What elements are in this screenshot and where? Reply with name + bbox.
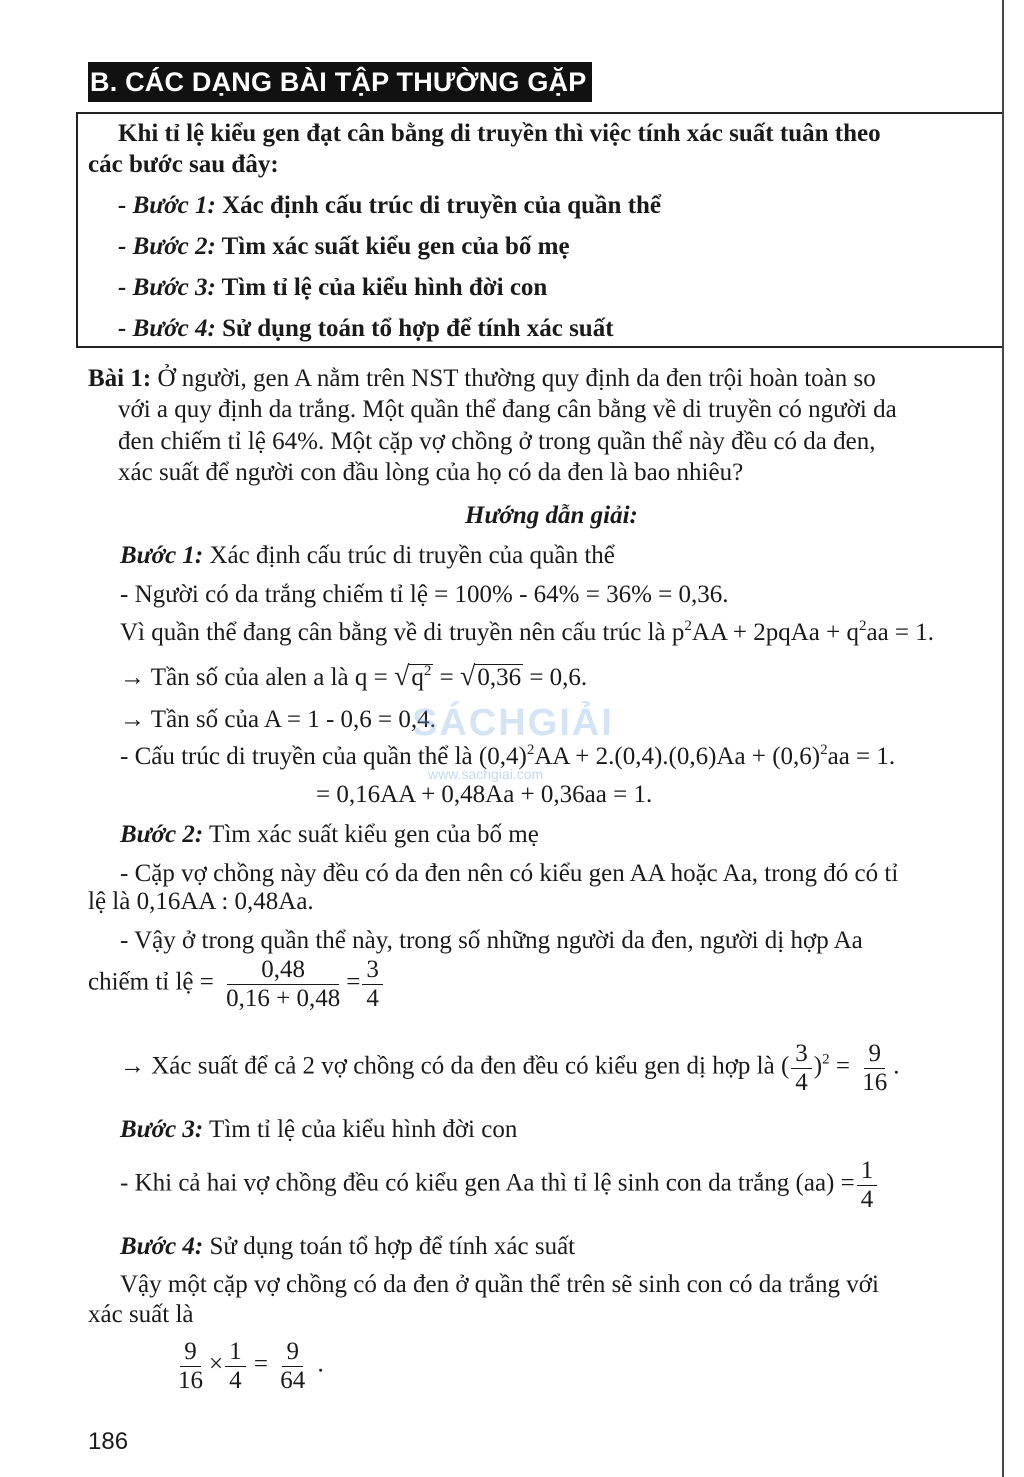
step-title: Tìm tỉ lệ của kiểu hình đời con: [203, 1116, 518, 1143]
denominator: 16: [862, 1068, 888, 1096]
numerator: 9: [180, 1338, 201, 1367]
box-step-label: - Bước 4:: [118, 315, 216, 342]
page-number: 186: [88, 1428, 129, 1455]
box-step-1: [118, 191, 661, 221]
step-title: Xác định cấu trúc di truyền của quần thể: [203, 542, 615, 569]
step1-line-6: = 0,16AA + 0,48Aa + 0,36aa = 1.: [316, 781, 653, 808]
superscript: 2: [858, 618, 867, 634]
text-part: AA + 2pqAa + q: [691, 619, 859, 646]
text-part: ×: [209, 1350, 224, 1378]
denominator: 16: [178, 1366, 203, 1394]
box-step-3: [118, 273, 547, 303]
problem-text: Ở người, gen A nằm trên NST thường quy định da đen trội hoàn toàn so: [151, 365, 876, 392]
step2-line-5: [120, 1040, 899, 1096]
numerator: 3: [362, 956, 383, 985]
section-header: B. CÁC DẠNG BÀI TẬP THƯỜNG GẶP: [88, 62, 592, 102]
step1-line-1: - Người có da trắng chiếm tỉ lệ = 100% - 64% = 36% = 0,36.: [120, 581, 729, 608]
problem-label: Bài 1:: [88, 365, 152, 392]
text-part: = 0,6.: [523, 664, 588, 691]
step1-line-4: → Tần số của A = 1 - 0,6 = 0,4.: [120, 706, 436, 733]
sqrt-icon: √: [393, 661, 410, 692]
step4-line-1: Vậy một cặp vợ chồng có da đen ở quần thể trên sẽ sinh con có da trắng với: [120, 1271, 879, 1298]
text-part: ): [813, 1052, 823, 1080]
fraction: [858, 1040, 891, 1096]
superscript: 2: [423, 663, 432, 679]
problem-line-4: xác suất để người con đầu lòng của họ có da đen là bao nhiêu?: [118, 459, 744, 486]
fraction: [174, 1338, 207, 1394]
step2-line-1: - Cặp vợ chồng này đều có da đen nên có kiểu gen AA hoặc Aa, trong đó có tỉ: [120, 860, 899, 887]
text-part: → Tần số của alen a là q =: [120, 664, 394, 691]
numerator: 9: [864, 1040, 885, 1069]
box-step-2: [118, 232, 570, 262]
fraction: [791, 1040, 812, 1096]
step1-line-2: [120, 618, 934, 648]
text-part: Vì quần thể đang cân bằng về di truyền nên cấu trúc là p: [120, 619, 685, 646]
fraction: [276, 1338, 309, 1394]
radicand-text: q: [411, 664, 424, 691]
watermark-logo: SÁCHGIẢI: [412, 702, 614, 744]
step2-line-3: - Vậy ở trong quần thể này, trong số những người da đen, người dị hợp Aa: [120, 927, 863, 954]
problem-line-1: [88, 364, 876, 394]
text-part: chiếm tỉ lệ =: [88, 968, 221, 996]
step2-line-2: lệ là 0,16AA : 0,48Aa.: [88, 888, 314, 915]
text-part: =: [433, 664, 460, 691]
step-title: Tìm xác suất kiểu gen của bố mẹ: [203, 821, 539, 848]
problem-line-2: với a quy định da trắng. Một quần thể đang cân bằng về di truyền có người da: [118, 396, 897, 423]
box-step-text: Tìm tỉ lệ của kiểu hình đời con: [215, 274, 548, 301]
denominator: 64: [280, 1366, 306, 1394]
step3-heading: [120, 1115, 517, 1145]
superscript: 2: [684, 618, 692, 634]
step-label: Bước 2:: [120, 821, 204, 848]
fraction: [857, 1157, 878, 1213]
step1-line-3: [120, 662, 587, 693]
solution-heading: Hướng dẫn giải:: [465, 502, 638, 529]
denominator: 4: [366, 984, 379, 1012]
problem-line-3: đen chiếm tỉ lệ 64%. Một cặp vợ chồng ở trong quần thể này đều có da đen,: [118, 428, 876, 455]
text-part: =: [247, 1350, 275, 1378]
denominator: 4: [860, 1185, 874, 1213]
step-title: Sử dụng toán tổ hợp để tính xác suất: [203, 1233, 576, 1260]
numerator: 0,48: [227, 956, 339, 985]
box-step-text: Sử dụng toán tổ hợp để tính xác suất: [215, 315, 614, 342]
text-part: aa = 1.: [827, 743, 896, 770]
text-part: aa = 1.: [866, 619, 935, 646]
step1-heading: [120, 541, 615, 571]
text-part: AA + 2.(0,4).(0,6)Aa + (0,6): [534, 743, 821, 770]
page-edge-rule: [1002, 0, 1004, 1477]
sqrt-icon: √: [459, 661, 476, 692]
fraction: [222, 956, 344, 1012]
denominator: 0,16 + 0,48: [226, 984, 341, 1012]
step4-heading: [120, 1232, 575, 1262]
step-label: Bước 3:: [120, 1116, 204, 1143]
box-intro-line-1: Khi tỉ lệ kiểu gen đạt cân bằng di truyền thì việc tính xác suất tuân theo: [118, 120, 881, 147]
box-step-label: - Bước 1:: [118, 192, 216, 219]
numerator: 1: [857, 1157, 878, 1186]
text-part: - Khi cả hai vợ chồng đều có kiểu gen Aa thì tỉ lệ sinh con da trắng (aa) =: [120, 1169, 855, 1197]
step2-heading: [120, 820, 539, 850]
box-step-text: Tìm xác suất kiểu gen của bố mẹ: [215, 233, 570, 260]
step2-line-4: [88, 956, 385, 1012]
text-part: → Xác suất để cả 2 vợ chồng có da đen đều có kiểu gen dị hợp là (: [120, 1052, 790, 1080]
superscript: 2: [526, 742, 535, 758]
numerator: 3: [791, 1040, 812, 1069]
radicand: 0,36: [477, 664, 522, 691]
fraction: [225, 1338, 246, 1394]
box-step-label: - Bước 2:: [118, 233, 216, 260]
fraction: [362, 956, 383, 1012]
superscript: 2: [822, 1051, 830, 1068]
watermark-url: www.sachgiai.com: [428, 766, 544, 782]
step4-final-product: [172, 1338, 324, 1394]
text-part: - Cấu trúc di truyền của quần thể là (0,4): [120, 743, 527, 770]
box-step-text: Xác định cấu trúc di truyền của quần thể: [215, 192, 662, 219]
text-part: =: [346, 968, 361, 996]
text-part: .: [311, 1350, 324, 1378]
text-part: .: [893, 1052, 900, 1080]
box-intro-line-2: các bước sau đây:: [88, 151, 279, 178]
radicand: [409, 664, 433, 691]
box-step-4: [118, 314, 614, 344]
denominator: 4: [795, 1068, 808, 1096]
superscript: 2: [820, 742, 828, 758]
step4-line-2: xác suất là: [88, 1301, 194, 1328]
box-step-label: - Bước 3:: [118, 274, 216, 301]
numerator: 1: [225, 1338, 246, 1367]
numerator: 9: [282, 1338, 303, 1367]
step-label: Bước 4:: [120, 1233, 204, 1260]
step3-line-1: [120, 1157, 879, 1213]
denominator: 4: [229, 1366, 242, 1394]
text-part: =: [829, 1052, 857, 1080]
step-label: Bước 1:: [120, 542, 204, 569]
